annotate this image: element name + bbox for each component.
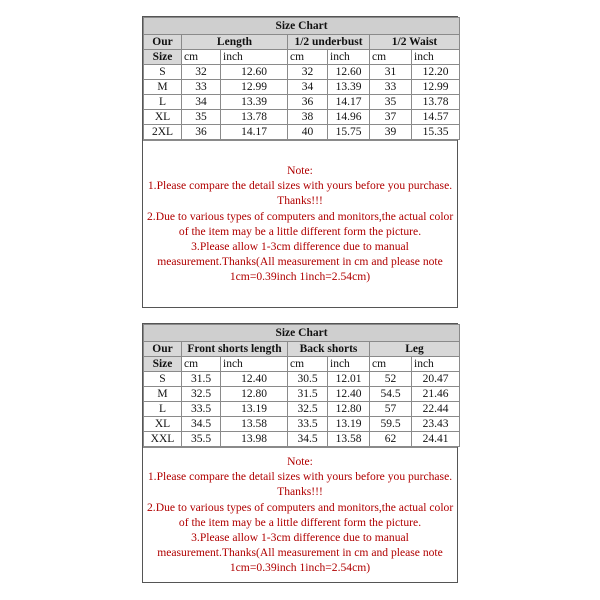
- size-cell: XL: [144, 417, 182, 432]
- value-cell: 36: [288, 95, 328, 110]
- size-cell: S: [144, 372, 182, 387]
- value-cell: 14.96: [328, 110, 370, 125]
- value-cell: 33: [182, 80, 221, 95]
- value-cell: 13.19: [328, 417, 370, 432]
- table-title: Size Chart: [144, 18, 460, 35]
- value-cell: 33.5: [288, 417, 328, 432]
- note-block: [143, 140, 457, 307]
- table-row: [144, 402, 460, 417]
- unit-header: inch: [221, 357, 288, 372]
- table-row: [144, 432, 460, 447]
- value-cell: 38: [288, 110, 328, 125]
- value-cell: 32.5: [182, 387, 221, 402]
- value-cell: 33: [370, 80, 412, 95]
- table-row: [144, 125, 460, 140]
- column-group-header: Front shorts length: [182, 342, 288, 357]
- our-size-label-bottom: Size: [144, 50, 182, 65]
- column-group-header: Leg: [370, 342, 460, 357]
- unit-header: cm: [288, 50, 328, 65]
- note-line: of the item may be a little different form the picture.: [178, 515, 422, 529]
- note-line: 3.Please allow 1-3cm difference due to manual: [191, 240, 409, 254]
- column-group-header: 1/2 underbust: [288, 35, 370, 50]
- value-cell: 57: [370, 402, 412, 417]
- value-cell: 59.5: [370, 417, 412, 432]
- value-cell: 12.01: [328, 372, 370, 387]
- unit-header: cm: [182, 50, 221, 65]
- note-line: 2.Due to various types of computers and monitors,the actual color: [147, 500, 454, 514]
- table-row: [144, 417, 460, 432]
- value-cell: 31.5: [182, 372, 221, 387]
- value-cell: 30.5: [288, 372, 328, 387]
- value-cell: 62: [370, 432, 412, 447]
- value-cell: 13.39: [221, 95, 288, 110]
- unit-header: cm: [288, 357, 328, 372]
- note-line: measurement.Thanks(All measurement in cm and please note: [157, 546, 443, 560]
- table-row: [144, 65, 460, 80]
- value-cell: 36: [182, 125, 221, 140]
- size-cell: L: [144, 95, 182, 110]
- table-row: [144, 387, 460, 402]
- value-cell: 13.58: [328, 432, 370, 447]
- our-size-label-bottom: Size: [144, 357, 182, 372]
- value-cell: 37: [370, 110, 412, 125]
- size-cell: M: [144, 387, 182, 402]
- size-table: [143, 324, 460, 447]
- our-size-label-top: Our: [144, 342, 182, 357]
- value-cell: 34: [288, 80, 328, 95]
- size-cell: XXL: [144, 432, 182, 447]
- note-line: 1cm=0.39inch 1inch=2.54cm): [229, 561, 371, 575]
- value-cell: 15.35: [412, 125, 460, 140]
- value-cell: 13.19: [221, 402, 288, 417]
- note-line: Thanks!!!: [277, 485, 323, 499]
- note-line: 2.Due to various types of computers and monitors,the actual color: [147, 209, 454, 223]
- unit-header: cm: [182, 357, 221, 372]
- table-row: [144, 372, 460, 387]
- size-cell: L: [144, 402, 182, 417]
- note-line: of the item may be a little different form the picture.: [178, 224, 422, 238]
- value-cell: 54.5: [370, 387, 412, 402]
- note-line: 1.Please compare the detail sizes with yours before you purchase.: [147, 179, 453, 193]
- value-cell: 35.5: [182, 432, 221, 447]
- size-cell: M: [144, 80, 182, 95]
- value-cell: 34.5: [288, 432, 328, 447]
- note-line: 3.Please allow 1-3cm difference due to manual: [191, 531, 409, 545]
- unit-header: inch: [221, 50, 288, 65]
- our-size-label-top: Our: [144, 35, 182, 50]
- value-cell: 13.58: [221, 417, 288, 432]
- size-cell: S: [144, 65, 182, 80]
- size-cell: XL: [144, 110, 182, 125]
- value-cell: 40: [288, 125, 328, 140]
- note-line: 1.Please compare the detail sizes with yours before you purchase.: [147, 470, 453, 484]
- value-cell: 31.5: [288, 387, 328, 402]
- value-cell: 12.40: [221, 372, 288, 387]
- table-row: [144, 110, 460, 125]
- value-cell: 12.80: [328, 402, 370, 417]
- value-cell: 12.99: [412, 80, 460, 95]
- note-block: [143, 447, 457, 582]
- value-cell: 32: [288, 65, 328, 80]
- value-cell: 13.78: [412, 95, 460, 110]
- value-cell: 13.39: [328, 80, 370, 95]
- value-cell: 13.78: [221, 110, 288, 125]
- table-row: [144, 95, 460, 110]
- value-cell: 35: [182, 110, 221, 125]
- value-cell: 14.17: [328, 95, 370, 110]
- unit-header: inch: [412, 50, 460, 65]
- value-cell: 31: [370, 65, 412, 80]
- value-cell: 12.60: [221, 65, 288, 80]
- value-cell: 13.98: [221, 432, 288, 447]
- value-cell: 34: [182, 95, 221, 110]
- value-cell: 39: [370, 125, 412, 140]
- value-cell: 52: [370, 372, 412, 387]
- value-cell: 33.5: [182, 402, 221, 417]
- size-chart-top: [142, 16, 458, 308]
- size-chart-bottom: [142, 323, 458, 583]
- note-line: measurement.Thanks(All measurement in cm and please note: [157, 255, 443, 269]
- value-cell: 14.17: [221, 125, 288, 140]
- table-title: Size Chart: [144, 325, 460, 342]
- value-cell: 12.40: [328, 387, 370, 402]
- size-cell: 2XL: [144, 125, 182, 140]
- value-cell: 12.60: [328, 65, 370, 80]
- value-cell: 14.57: [412, 110, 460, 125]
- note-line: Thanks!!!: [277, 194, 323, 208]
- column-group-header: Length: [182, 35, 288, 50]
- note-line: Note:: [287, 455, 313, 468]
- value-cell: 23.43: [412, 417, 460, 432]
- unit-header: cm: [370, 50, 412, 65]
- note-line: Note:: [287, 164, 313, 177]
- value-cell: 12.80: [221, 387, 288, 402]
- value-cell: 12.20: [412, 65, 460, 80]
- value-cell: 32: [182, 65, 221, 80]
- unit-header: inch: [328, 357, 370, 372]
- value-cell: 15.75: [328, 125, 370, 140]
- value-cell: 12.99: [221, 80, 288, 95]
- table-row: [144, 80, 460, 95]
- size-table: [143, 17, 460, 140]
- unit-header: cm: [370, 357, 412, 372]
- note-line: 1cm=0.39inch 1inch=2.54cm): [229, 270, 371, 284]
- value-cell: 35: [370, 95, 412, 110]
- value-cell: 22.44: [412, 402, 460, 417]
- unit-header: inch: [412, 357, 460, 372]
- value-cell: 32.5: [288, 402, 328, 417]
- value-cell: 24.41: [412, 432, 460, 447]
- unit-header: inch: [328, 50, 370, 65]
- value-cell: 20.47: [412, 372, 460, 387]
- value-cell: 21.46: [412, 387, 460, 402]
- column-group-header: Back shorts: [288, 342, 370, 357]
- value-cell: 34.5: [182, 417, 221, 432]
- column-group-header: 1/2 Waist: [370, 35, 460, 50]
